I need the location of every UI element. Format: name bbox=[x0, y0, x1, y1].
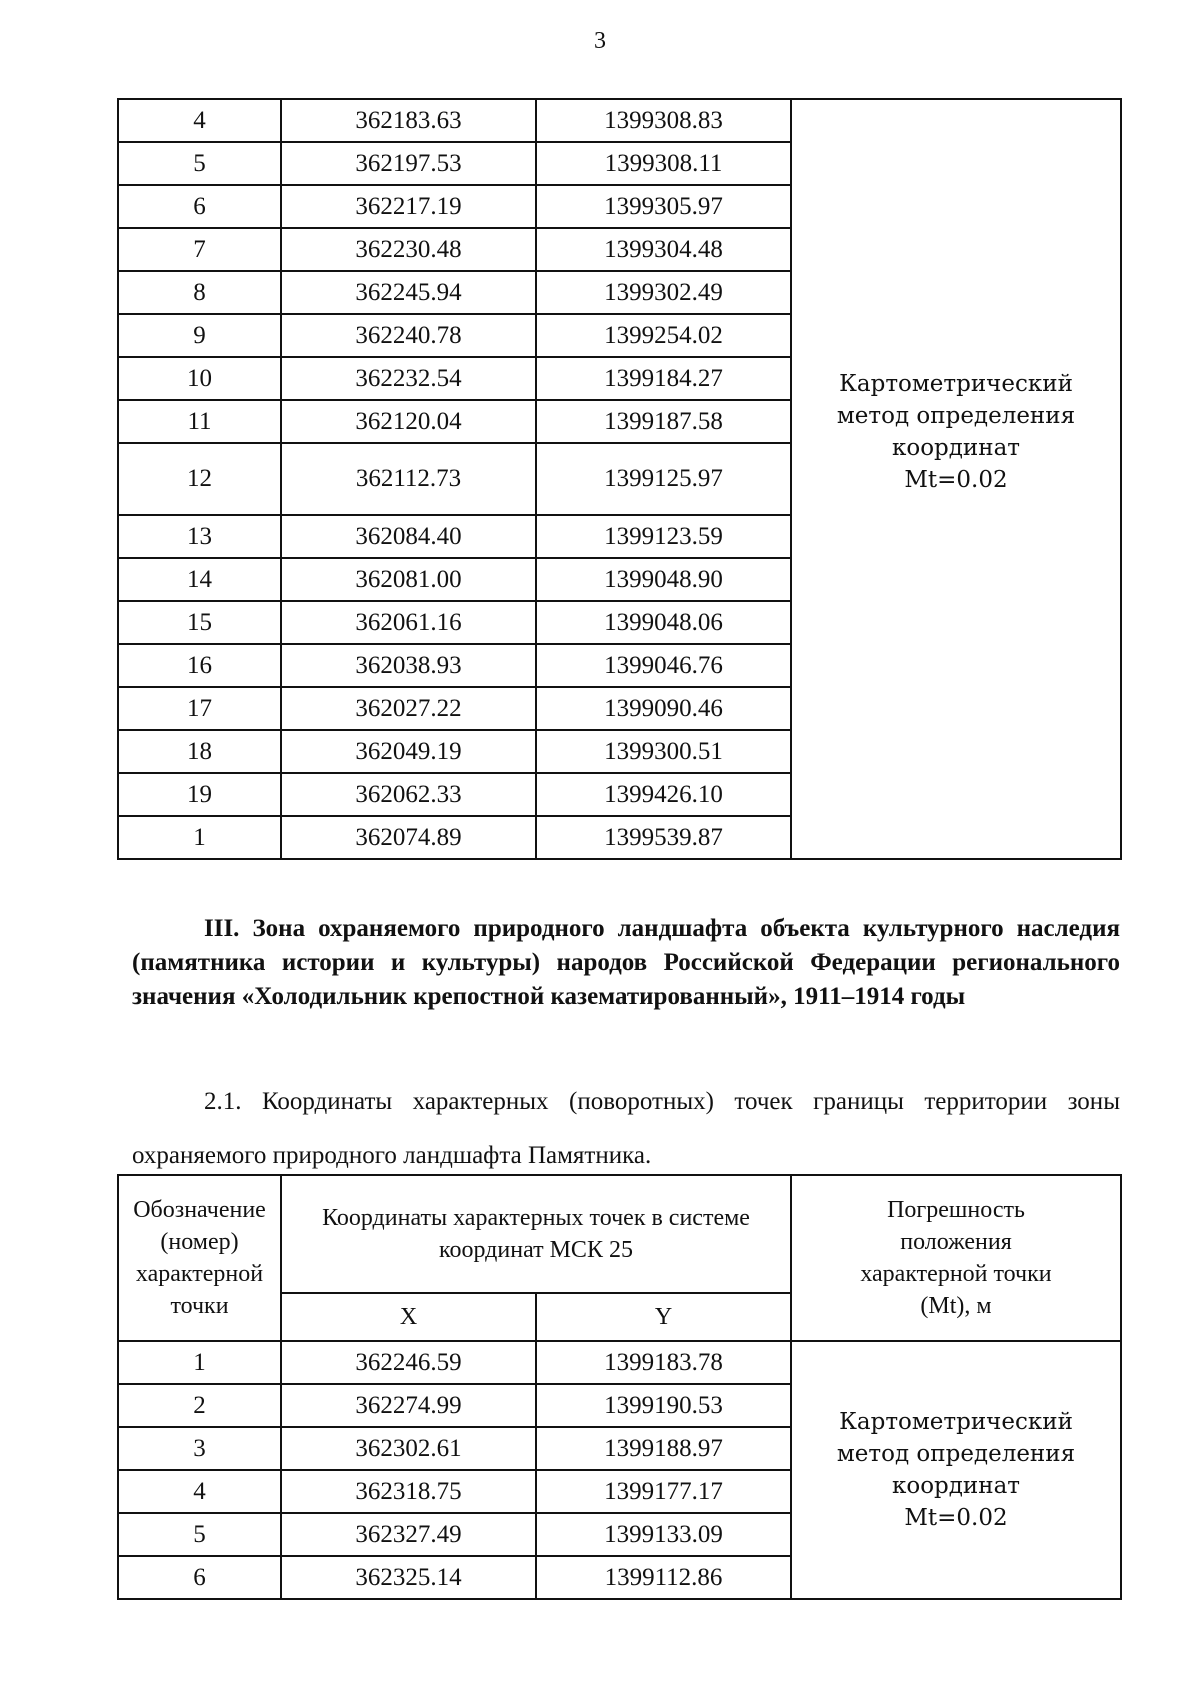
point-number-cell: 18 bbox=[118, 730, 281, 773]
y-coordinate-cell: 1399112.86 bbox=[536, 1556, 791, 1599]
header-x: X bbox=[281, 1293, 536, 1341]
section-paragraph: 2.1. Координаты характерных (поворотных) точек границы территории зоны охраняемого природного ландшафта Памятника. bbox=[132, 1088, 1120, 1169]
y-coordinate-cell: 1399187.58 bbox=[536, 400, 791, 443]
x-coordinate-cell: 362240.78 bbox=[281, 314, 536, 357]
y-coordinate-cell: 1399190.53 bbox=[536, 1384, 791, 1427]
y-coordinate-cell: 1399177.17 bbox=[536, 1470, 791, 1513]
y-coordinate-cell: 1399308.83 bbox=[536, 99, 791, 142]
point-number-cell: 7 bbox=[118, 228, 281, 271]
y-coordinate-cell: 1399125.97 bbox=[536, 443, 791, 515]
x-coordinate-cell: 362327.49 bbox=[281, 1513, 536, 1556]
x-coordinate-cell: 362217.19 bbox=[281, 185, 536, 228]
table-row bbox=[118, 99, 1121, 142]
y-coordinate-cell: 1399300.51 bbox=[536, 730, 791, 773]
point-number-cell: 1 bbox=[118, 816, 281, 859]
y-coordinate-cell: 1399305.97 bbox=[536, 185, 791, 228]
landscape-table-body bbox=[118, 1341, 1121, 1599]
x-coordinate-cell: 362183.63 bbox=[281, 99, 536, 142]
y-coordinate-cell: 1399183.78 bbox=[536, 1341, 791, 1384]
point-number-cell: 1 bbox=[118, 1341, 281, 1384]
y-coordinate-cell: 1399184.27 bbox=[536, 357, 791, 400]
x-coordinate-cell: 362027.22 bbox=[281, 687, 536, 730]
point-number-cell: 3 bbox=[118, 1427, 281, 1470]
point-number-cell: 4 bbox=[118, 1470, 281, 1513]
y-coordinate-cell: 1399426.10 bbox=[536, 773, 791, 816]
x-coordinate-cell: 362245.94 bbox=[281, 271, 536, 314]
x-coordinate-cell: 362302.61 bbox=[281, 1427, 536, 1470]
coordinates-table-continued bbox=[117, 98, 1122, 860]
point-number-cell: 16 bbox=[118, 644, 281, 687]
y-coordinate-cell: 1399133.09 bbox=[536, 1513, 791, 1556]
point-number-cell: 2 bbox=[118, 1384, 281, 1427]
x-coordinate-cell: 362120.04 bbox=[281, 400, 536, 443]
header-accuracy: Погрешность положения характерной точки (Mt), м bbox=[791, 1175, 1121, 1341]
point-number-cell: 19 bbox=[118, 773, 281, 816]
x-coordinate-cell: 362074.89 bbox=[281, 816, 536, 859]
point-number-cell: 8 bbox=[118, 271, 281, 314]
point-number-cell: 5 bbox=[118, 142, 281, 185]
point-number-cell: 6 bbox=[118, 1556, 281, 1599]
x-coordinate-cell: 362112.73 bbox=[281, 443, 536, 515]
y-coordinate-cell: 1399539.87 bbox=[536, 816, 791, 859]
x-coordinate-cell: 362062.33 bbox=[281, 773, 536, 816]
coordinates-table-body bbox=[118, 99, 1121, 859]
method-line: метод определения bbox=[836, 403, 1076, 429]
point-number-cell: 11 bbox=[118, 400, 281, 443]
method-line: метод определения bbox=[836, 1441, 1076, 1467]
x-coordinate-cell: 362246.59 bbox=[281, 1341, 536, 1384]
point-number-cell: 5 bbox=[118, 1513, 281, 1556]
y-coordinate-cell: 1399123.59 bbox=[536, 515, 791, 558]
y-coordinate-cell: 1399302.49 bbox=[536, 271, 791, 314]
section-heading: III. Зона охраняемого природного ландшафта объекта культурного наследия (памятника истории и культуры) народов Российской Федерации регионального значения «Холодильник крепостной казематированный», 1911–1914 годы bbox=[132, 915, 1120, 1010]
y-coordinate-cell: 1399304.48 bbox=[536, 228, 791, 271]
x-coordinate-cell: 362049.19 bbox=[281, 730, 536, 773]
table-header bbox=[118, 1175, 1121, 1341]
method-line: Картометрический bbox=[839, 371, 1073, 397]
method-line: Mt=0.02 bbox=[904, 1505, 1008, 1531]
header-y: Y bbox=[536, 1293, 791, 1341]
method-line: Картометрический bbox=[839, 1409, 1073, 1435]
y-coordinate-cell: 1399048.06 bbox=[536, 601, 791, 644]
point-number-cell: 4 bbox=[118, 99, 281, 142]
y-coordinate-cell: 1399046.76 bbox=[536, 644, 791, 687]
x-coordinate-cell: 362081.00 bbox=[281, 558, 536, 601]
x-coordinate-cell: 362061.16 bbox=[281, 601, 536, 644]
point-number-cell: 9 bbox=[118, 314, 281, 357]
x-coordinate-cell: 362232.54 bbox=[281, 357, 536, 400]
y-coordinate-cell: 1399048.90 bbox=[536, 558, 791, 601]
accuracy-method-cell bbox=[791, 99, 1121, 859]
y-coordinate-cell: 1399254.02 bbox=[536, 314, 791, 357]
y-coordinate-cell: 1399308.11 bbox=[536, 142, 791, 185]
x-coordinate-cell: 362084.40 bbox=[281, 515, 536, 558]
header-point-designation: Обозначение (номер) характерной точки bbox=[118, 1175, 281, 1341]
y-coordinate-cell: 1399188.97 bbox=[536, 1427, 791, 1470]
page-number: 3 bbox=[594, 28, 606, 54]
x-coordinate-cell: 362318.75 bbox=[281, 1470, 536, 1513]
landscape-zone-coordinates-table bbox=[117, 1174, 1122, 1600]
header-coordinates: Координаты характерных точек в системе координат МСК 25 bbox=[281, 1175, 791, 1293]
point-number-cell: 10 bbox=[118, 357, 281, 400]
x-coordinate-cell: 362325.14 bbox=[281, 1556, 536, 1599]
point-number-cell: 6 bbox=[118, 185, 281, 228]
method-line: Mt=0.02 bbox=[904, 467, 1008, 493]
x-coordinate-cell: 362038.93 bbox=[281, 644, 536, 687]
accuracy-method-cell bbox=[791, 1341, 1121, 1599]
point-number-cell: 12 bbox=[118, 443, 281, 515]
method-line: координат bbox=[891, 1473, 1021, 1499]
x-coordinate-cell: 362274.99 bbox=[281, 1384, 536, 1427]
x-coordinate-cell: 362197.53 bbox=[281, 142, 536, 185]
method-line: координат bbox=[891, 435, 1021, 461]
point-number-cell: 17 bbox=[118, 687, 281, 730]
y-coordinate-cell: 1399090.46 bbox=[536, 687, 791, 730]
point-number-cell: 14 bbox=[118, 558, 281, 601]
point-number-cell: 13 bbox=[118, 515, 281, 558]
table-row bbox=[118, 1341, 1121, 1384]
point-number-cell: 15 bbox=[118, 601, 281, 644]
x-coordinate-cell: 362230.48 bbox=[281, 228, 536, 271]
